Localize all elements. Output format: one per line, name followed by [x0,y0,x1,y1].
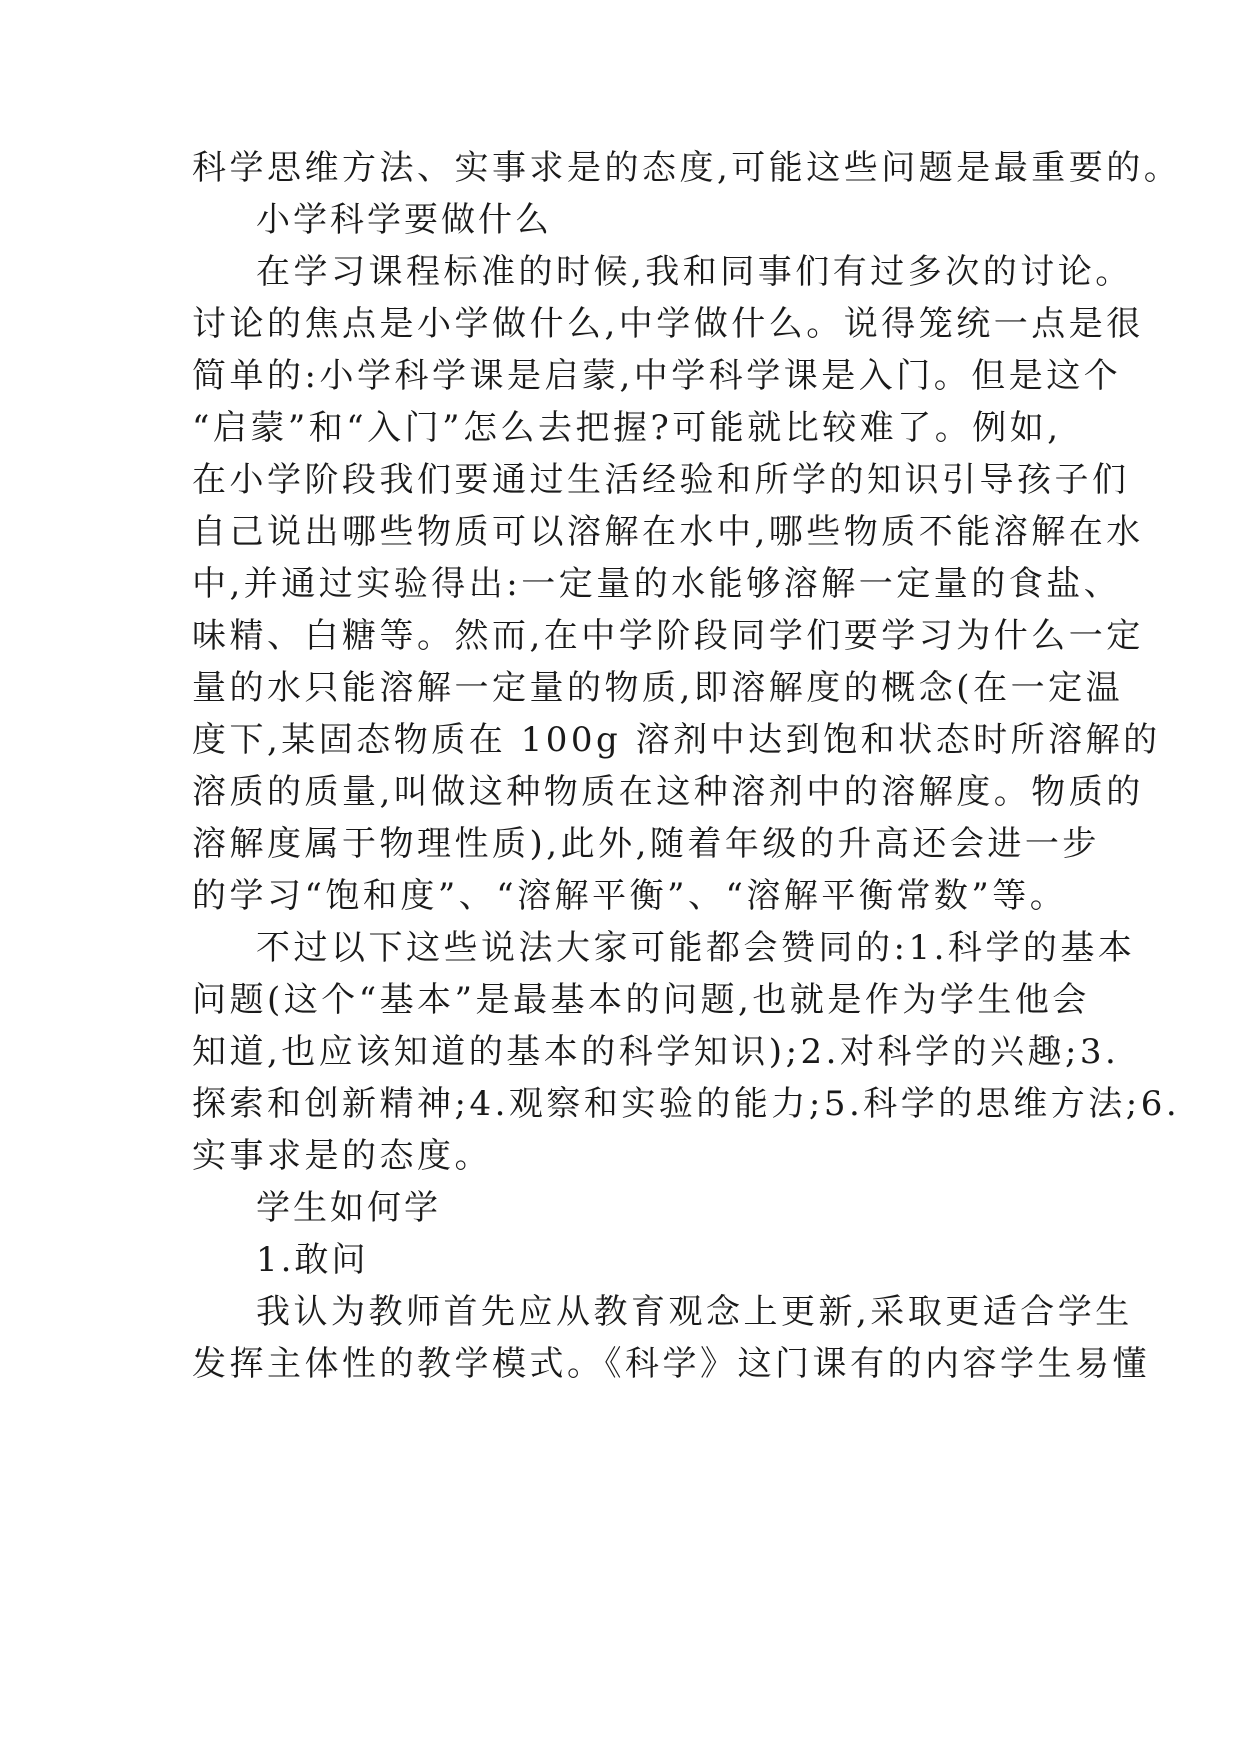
paragraph-line: 不过以下这些说法大家可能都会赞同的:1.科学的基本 [256,928,1136,968]
section-heading: 学生如何学 [256,1188,441,1228]
paragraph-line: 中,并通过实验得出:一定量的水能够溶解一定量的食盐、 [192,564,1122,604]
paragraph-line: 的学习“饱和度”、“溶解平衡”、“溶解平衡常数”等。 [192,876,1068,916]
subsection-heading: 1.敢问 [256,1240,369,1280]
paragraph-line: 溶解度属于物理性质),此外,随着年级的升高还会进一步 [192,824,1100,864]
paragraph-line: 量的水只能溶解一定量的物质,即溶解度的概念(在一定温 [192,668,1124,708]
paragraph-line: 发挥主体性的教学模式。《科学》这门课有的内容学生易懂 [192,1344,1150,1384]
paragraph-line: 问题(这个“基本”是最基本的问题,也就是作为学生他会 [192,980,1090,1020]
paragraph-line: 我认为教师首先应从教育观念上更新,采取更适合学生 [256,1292,1133,1332]
paragraph-line: “启蒙”和“入门”怎么去把握?可能就比较难了。例如, [192,408,1062,448]
paragraph-line: 自己说出哪些物质可以溶解在水中,哪些物质不能溶解在水 [192,512,1144,552]
paragraph-line: 科学思维方法、实事求是的态度,可能这些问题是最重要的。 [192,148,1182,188]
paragraph-line: 知道,也应该知道的基本的科学知识);2.对科学的兴趣;3. [192,1032,1120,1072]
paragraph-line: 讨论的焦点是小学做什么,中学做什么。说得笼统一点是很 [192,304,1144,344]
paragraph-line: 探索和创新精神;4.观察和实验的能力;5.科学的思维方法;6. [192,1084,1181,1124]
paragraph-line: 味精、白糖等。然而,在中学阶段同学们要学习为什么一定 [192,616,1144,656]
paragraph-line: 度下,某固态物质在 100g 溶剂中达到饱和状态时所溶解的 [192,720,1161,760]
paragraph-line: 在学习课程标准的时候,我和同事们有过多次的讨论。 [256,252,1133,292]
section-heading: 小学科学要做什么 [256,200,552,240]
paragraph-line: 溶质的质量,叫做这种物质在这种溶剂中的溶解度。物质的 [192,772,1144,812]
paragraph-line: 实事求是的态度。 [192,1136,492,1176]
paragraph-line: 在小学阶段我们要通过生活经验和所学的知识引导孩子们 [192,460,1130,500]
paragraph-line: 简单的:小学科学课是启蒙,中学科学课是入门。但是这个 [192,356,1122,396]
